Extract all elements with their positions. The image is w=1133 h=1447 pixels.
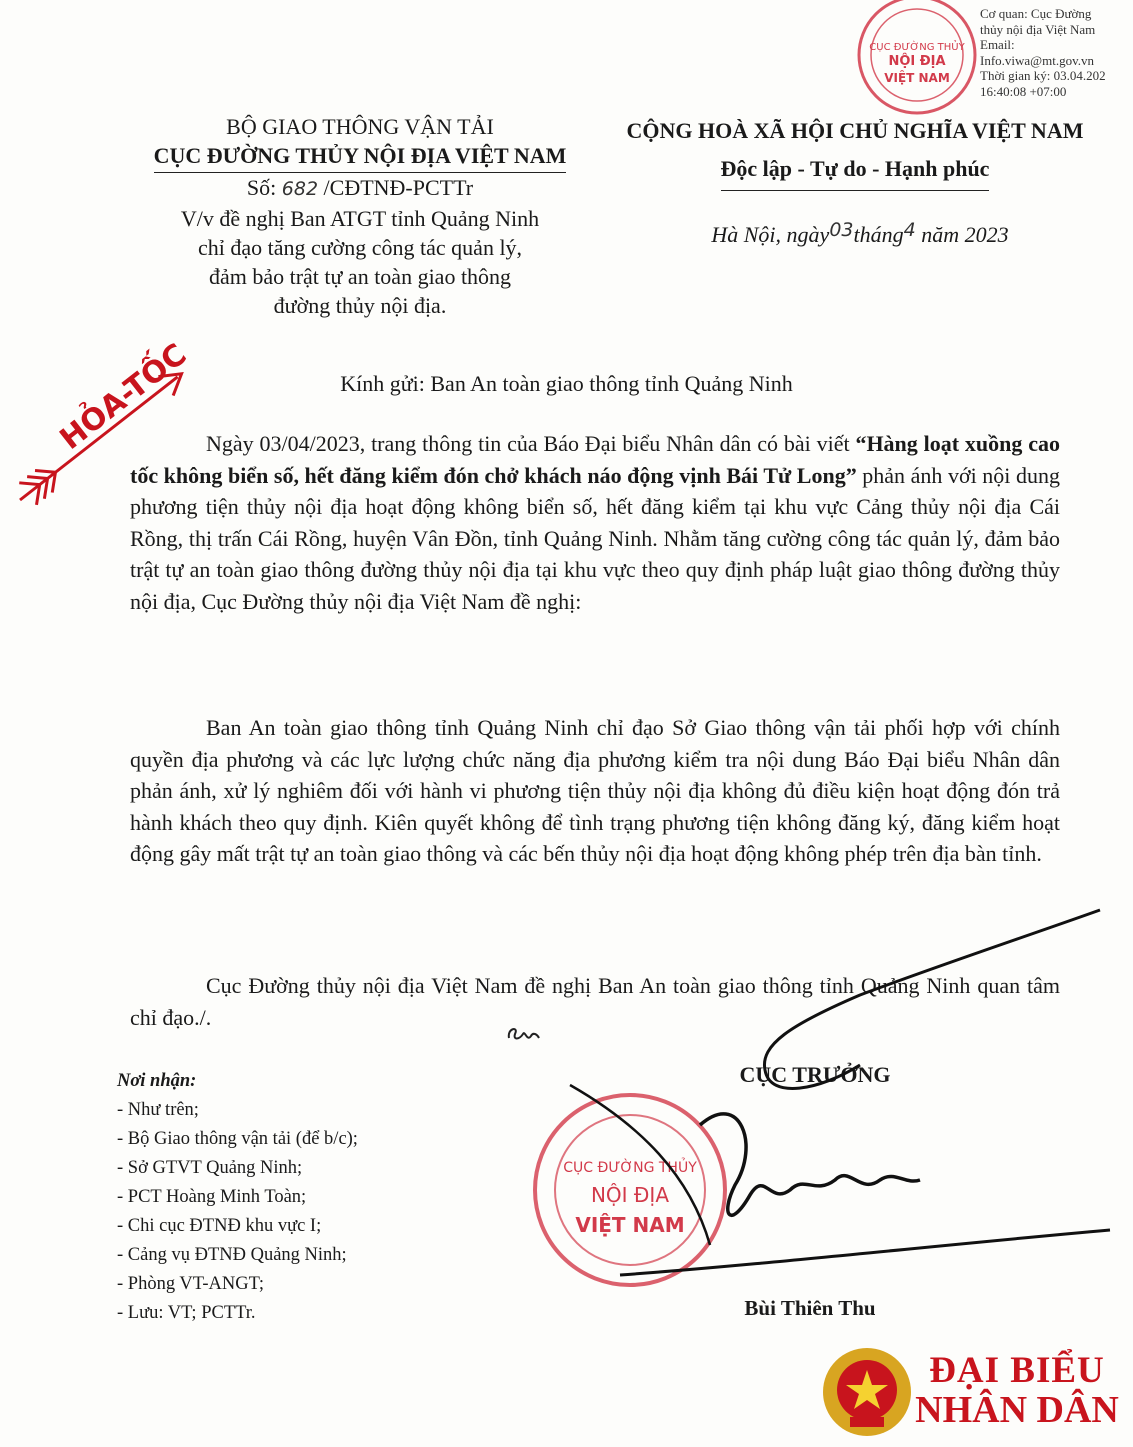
p2-text: Ban An toàn giao thông tỉnh Quảng Ninh chỉ đạo Sở Giao thông vận tải phối hợp với chính quyền địa phương và các lực lượng chức năng địa phương kiểm tra nội dung Báo Đại biểu Nhân dân phản ánh, xử lý nghiêm đối với hành vi phương tiện thủy nội địa không đủ điều kiện hoạt động đón trả hành khách theo quy định. Kiên quyết không để tình trạng phương tiện không đăng ký, đăng kiểm hoạt động gây mất trật tự an toàn giao thông và các bến thủy nội địa hoạt động không phép trên địa bàn tỉnh. — [130, 715, 1060, 867]
date-part: Hà Nội, ngày — [711, 222, 830, 247]
seal-line1: CỤC ĐƯỜNG THỦY — [563, 1160, 697, 1176]
sig-meta-line: 16:40:08 +07:00 — [980, 83, 1067, 99]
recipients-list — [117, 1067, 517, 1328]
number-value: 682 — [281, 178, 319, 200]
p1-rest: phản ánh với nội dung phương tiện thủy nội địa hoạt động không biển số, hết đăng kiểm tại khu vực Cảng thủy nội địa Cái Rồng, thị trấn Cái Rồng, huyện Vân Đồn, tỉnh Quảng Ninh. Nhằm tăng cường công tác quản lý, đảm bảo trật tự an toàn giao thông đường thủy nội địa tại khu vực theo quy định pháp luật giao thông đường thủy nội địa, Cục Đường thủy nội địa Việt Nam đề nghị: — [130, 462, 1061, 614]
handwritten-signature — [560, 895, 1120, 1285]
country-name: CỘNG HOÀ XÃ HỘI CHỦ NGHĨA VIỆT NAM — [626, 118, 1084, 143]
top-seal-line2: NỘI ĐỊA — [888, 54, 946, 69]
recipient-item: - Cảng vụ ĐTNĐ Quảng Ninh; — [117, 1245, 347, 1265]
addressee: Kính gửi: Ban An toàn giao thông tỉnh Quảng Ninh — [340, 371, 793, 396]
signer-title: CỤC TRƯỞNG — [739, 1062, 891, 1087]
initial-mark — [505, 1020, 545, 1050]
signer-name: Bùi Thiên Thu — [744, 1296, 876, 1320]
sig-meta-line: thủy nội địa Việt Nam — [980, 21, 1096, 37]
recipient-item: - Như trên; — [117, 1100, 199, 1120]
recipient-item: - PCT Hoàng Minh Toàn; — [117, 1187, 307, 1207]
logo-line1: ĐẠI BIỂU — [929, 1350, 1105, 1391]
national-motto: Độc lập - Tự do - Hạnh phúc — [721, 150, 990, 191]
seal-line3: VIỆT NAM — [575, 1213, 685, 1237]
date-part: năm 2023 — [921, 222, 1009, 247]
top-seal-line3: VIỆT NAM — [884, 71, 950, 85]
subject-line: V/v đề nghị Ban ATGT tỉnh Quảng Ninh — [180, 206, 540, 231]
newspaper-logo — [912, 1352, 1122, 1430]
subject-line: đảm bảo trật tự an toàn giao thông — [208, 264, 512, 289]
sig-meta-line: Cơ quan: Cục Đường — [980, 6, 1092, 21]
date-day: 03 — [829, 219, 854, 241]
p3-text: Cục Đường thủy nội địa Việt Nam đề nghị Ban An toàn giao thông tỉnh Quảng Ninh quan tâm chỉ đạo./. — [130, 973, 1060, 1030]
p1-intro: Ngày 03/04/2023, trang thông tin của Báo Đại biểu Nhân dân có bài viết — [206, 431, 856, 456]
subject-line: đường thủy nội địa. — [273, 293, 447, 318]
recipient-item: - Chi cục ĐTNĐ khu vực I; — [117, 1216, 322, 1236]
top-seal-stamp — [855, 0, 980, 120]
number-suffix: /CĐTNĐ-PCTTr — [318, 175, 474, 200]
recipients-title: Nơi nhận: — [117, 1071, 197, 1091]
recipient-item: - Sở GTVT Quảng Ninh; — [117, 1158, 303, 1178]
national-emblem-icon — [820, 1345, 915, 1440]
recipient-item: - Lưu: VT; PCTTr. — [117, 1303, 256, 1323]
urgent-stamp-text: HỎA-TỐC — [53, 337, 194, 457]
ministry-name: BỘ GIAO THÔNG VẬN TẢI — [226, 114, 494, 139]
place-date — [640, 219, 1080, 248]
sig-meta-line: Info.viwa@mt.gov.vn — [980, 52, 1095, 68]
digital-signature-info — [980, 6, 1130, 99]
document-number — [120, 173, 600, 204]
logo-line2: NHÂN DÂN — [915, 1389, 1119, 1431]
sig-meta-line: Email: — [980, 37, 1015, 52]
agency-name: CỤC ĐƯỜNG THỦY NỘI ĐỊA VIỆT NAM — [154, 141, 567, 173]
recipient-item: - Phòng VT-ANGT; — [117, 1274, 264, 1294]
national-header — [610, 112, 1100, 191]
body-paragraph-2 — [130, 712, 1060, 870]
article-headline: “Hàng loạt xuồng cao tốc không biển số, hết đăng kiểm đón chở khách náo động vịnh Bái Tử Long” — [130, 431, 1060, 488]
date-month: 4 — [903, 219, 916, 241]
body-paragraph-1 — [130, 428, 1060, 618]
top-seal-line1: CỤC ĐƯỜNG THỦY — [869, 42, 965, 53]
date-part: tháng — [853, 222, 904, 247]
recipient-item: - Bộ Giao thông vận tải (để b/c); — [117, 1129, 358, 1149]
sig-meta-line: Thời gian ký: 03.04.202 — [980, 68, 1106, 83]
number-prefix: Số: — [246, 175, 282, 200]
subject-line: chỉ đạo tăng cường công tác quản lý, — [197, 235, 523, 260]
seal-line2: NỘI ĐỊA — [590, 1183, 670, 1207]
issuing-agency-block — [120, 112, 600, 320]
